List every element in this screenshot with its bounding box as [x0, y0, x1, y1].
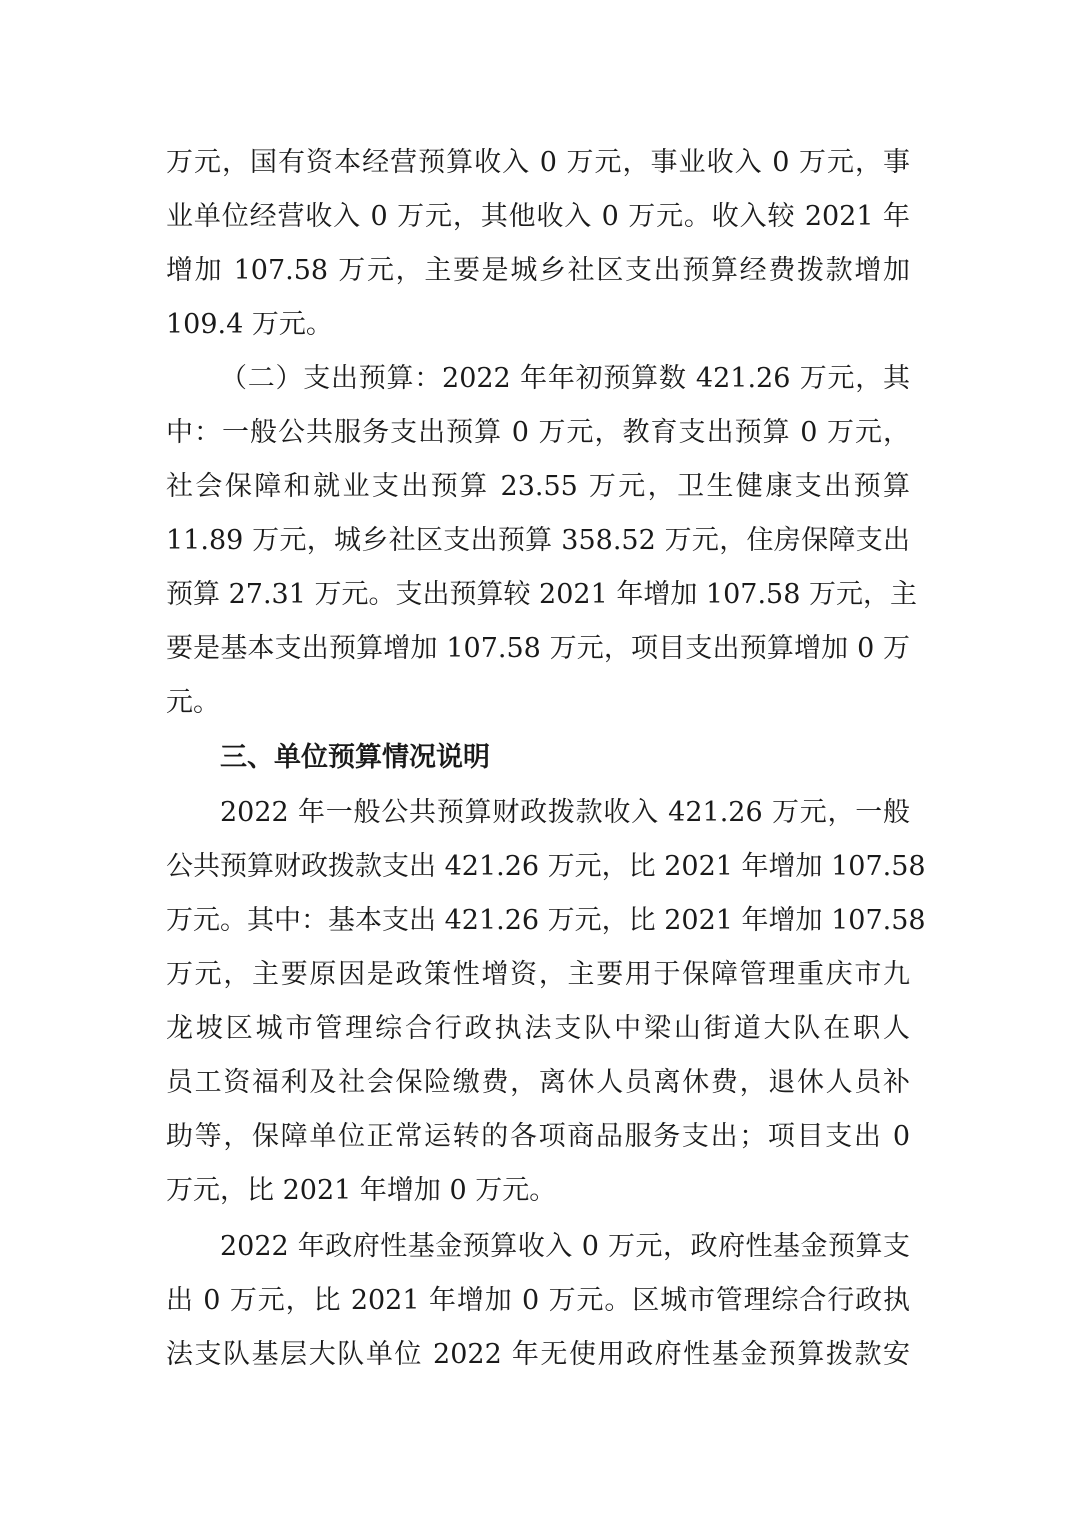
text-line: 万元，主要原因是政策性增资，主要用于保障管理重庆市九 [166, 959, 910, 990]
text-line: 员工资福利及社会保险缴费，离休人员离休费，退休人员补 [166, 1067, 910, 1098]
text-line: 助等，保障单位正常运转的各项商品服务支出；项目支出 0 [166, 1121, 910, 1152]
text-line: 法支队基层大队单位 2022 年无使用政府性基金预算拨款安 [166, 1339, 910, 1370]
text-line: 出 0 万元，比 2021 年增加 0 万元。区城市管理综合行政执 [166, 1285, 910, 1316]
text-line: 增加 107.58 万元，主要是城乡社区支出预算经费拨款增加 [166, 255, 910, 286]
text-line: 要是基本支出预算增加 107.58 万元，项目支出预算增加 0 万 [166, 633, 910, 664]
section-heading: 三、单位预算情况说明 [220, 742, 490, 773]
text-line: 109.4 万元。 [166, 309, 333, 340]
text-line: 11.89 万元，城乡社区支出预算 358.52 万元，住房保障支出 [166, 525, 910, 556]
text-line: 万元。其中：基本支出 421.26 万元，比 2021 年增加 107.58 [166, 905, 926, 936]
text-line: 元。 [166, 687, 220, 718]
text-line: 2022 年一般公共预算财政拨款收入 421.26 万元，一般 [220, 797, 910, 828]
text-line: 中：一般公共服务支出预算 0 万元，教育支出预算 0 万元， [166, 417, 910, 448]
text-line: 龙坡区城市管理综合行政执法支队中梁山街道大队在职人 [166, 1013, 910, 1044]
text-line: 公共预算财政拨款支出 421.26 万元，比 2021 年增加 107.58 [166, 851, 926, 882]
text-line: 预算 27.31 万元。支出预算较 2021 年增加 107.58 万元，主 [166, 579, 917, 610]
text-line: 业单位经营收入 0 万元，其他收入 0 万元。收入较 2021 年 [166, 201, 910, 232]
text-line: （二）支出预算：2022 年年初预算数 421.26 万元，其 [220, 363, 910, 394]
text-line: 2022 年政府性基金预算收入 0 万元，政府性基金预算支 [220, 1231, 910, 1262]
text-line: 万元，比 2021 年增加 0 万元。 [166, 1175, 557, 1206]
text-line: 社会保障和就业支出预算 23.55 万元，卫生健康支出预算 [166, 471, 910, 502]
text-line: 万元，国有资本经营预算收入 0 万元，事业收入 0 万元，事 [166, 147, 910, 178]
